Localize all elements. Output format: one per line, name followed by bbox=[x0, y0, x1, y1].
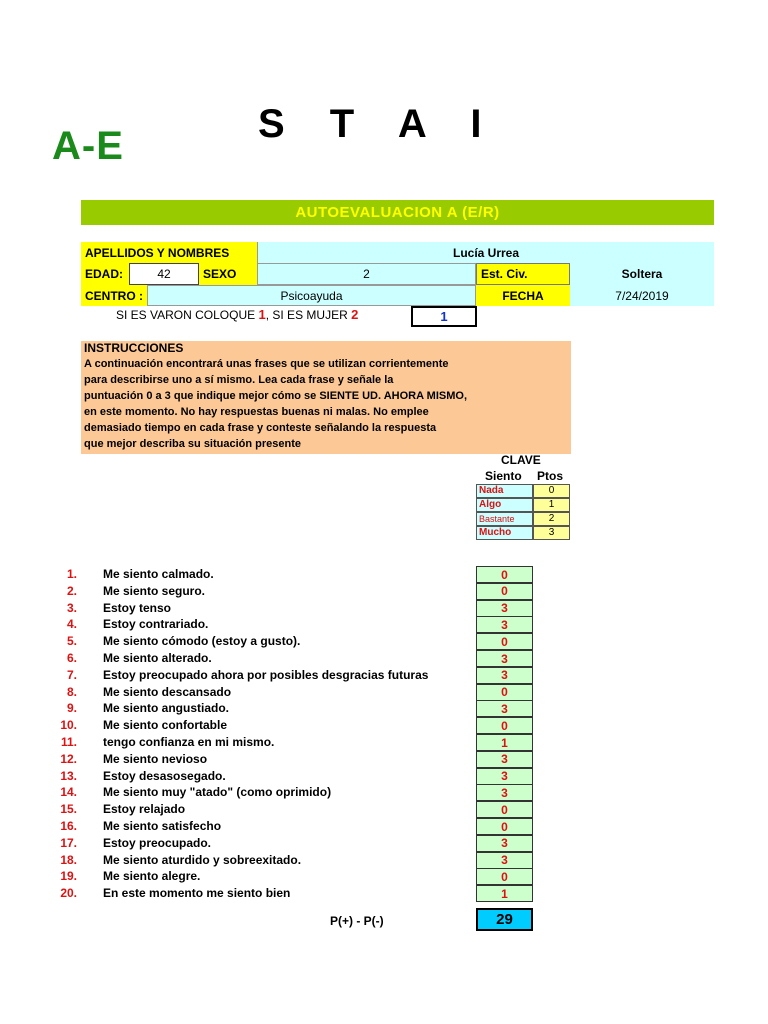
item-number: 7. bbox=[66, 667, 77, 682]
item-score-field[interactable]: 3 bbox=[476, 616, 533, 633]
item-score-field[interactable]: 3 bbox=[476, 768, 533, 785]
item-number: 5. bbox=[66, 634, 77, 649]
sexo-instruction-part2: , SI ES MUJER bbox=[265, 308, 352, 322]
clave-label-bastante: Bastante bbox=[476, 512, 533, 526]
item-text: Me siento aturdido y sobreexitado. bbox=[103, 852, 302, 867]
item-text: Estoy contrariado. bbox=[103, 617, 209, 632]
item-number: 15. bbox=[60, 802, 77, 817]
clave-label-nada: Nada bbox=[476, 484, 533, 498]
item-text: Me siento angustiado. bbox=[103, 701, 230, 716]
clave-title: CLAVE bbox=[501, 453, 541, 467]
item-number: 4. bbox=[66, 617, 77, 632]
item-score-field[interactable]: 3 bbox=[476, 600, 533, 617]
clave-pts-nada: 0 bbox=[533, 484, 570, 498]
item-text: Estoy preocupado. bbox=[103, 835, 212, 850]
item-number: 8. bbox=[66, 684, 77, 699]
item-text: Me siento seguro. bbox=[103, 583, 206, 598]
item-text: tengo confianza en mi mismo. bbox=[103, 735, 275, 749]
item-score-field[interactable]: 0 bbox=[476, 818, 533, 835]
instructions-box bbox=[81, 341, 571, 454]
instructions-line: en este momento. No hay respuestas buenas ni malas. No emplee bbox=[84, 406, 429, 418]
sexo-instruction bbox=[116, 307, 358, 322]
item-score-field[interactable]: 3 bbox=[476, 784, 533, 801]
item-text: Estoy relajado bbox=[103, 802, 186, 817]
apellidos-field[interactable]: Lucía Urrea bbox=[257, 242, 714, 263]
item-score-field[interactable]: 3 bbox=[476, 751, 533, 768]
item-score-field[interactable]: 0 bbox=[476, 717, 533, 734]
item-score-field[interactable]: 1 bbox=[476, 885, 533, 902]
total-label: P(+) - P(-) bbox=[330, 914, 384, 928]
item-score-field[interactable]: 3 bbox=[476, 650, 533, 667]
item-number: 3. bbox=[66, 600, 77, 615]
item-number: 9. bbox=[66, 701, 77, 716]
instructions-line: demasiado tiempo en cada frase y conteste señalando la respuesta bbox=[84, 422, 437, 434]
sexo-female-code: 2 bbox=[351, 307, 359, 322]
item-score-field[interactable]: 3 bbox=[476, 852, 533, 869]
instructions-title: INSTRUCCIONES bbox=[84, 341, 184, 355]
item-text: Estoy preocupado ahora por posibles desgracias futuras bbox=[103, 667, 429, 682]
apellidos-label: APELLIDOS Y NOMBRES bbox=[81, 242, 257, 263]
item-score-field[interactable]: 3 bbox=[476, 700, 533, 717]
item-number: 10. bbox=[60, 718, 77, 733]
item-score-field[interactable]: 0 bbox=[476, 633, 533, 650]
item-score-field[interactable]: 0 bbox=[476, 583, 533, 600]
instructions-line: que mejor describa su situación presente bbox=[84, 438, 302, 450]
item-number: 17. bbox=[60, 835, 77, 850]
item-score-field[interactable]: 0 bbox=[476, 801, 533, 818]
estciv-field[interactable]: Soltera bbox=[570, 263, 714, 285]
section-banner: AUTOEVALUACION A (E/R) bbox=[81, 200, 714, 225]
edad-label: EDAD: bbox=[81, 263, 129, 285]
centro-label: CENTRO : bbox=[81, 285, 147, 306]
item-text: Me siento confortable bbox=[103, 718, 228, 733]
sexo-male-code: 1 bbox=[258, 307, 266, 322]
item-score-field[interactable]: 0 bbox=[476, 566, 533, 583]
sexo-label: SEXO bbox=[199, 263, 257, 285]
estciv-label: Est. Civ. bbox=[476, 263, 570, 285]
item-score-field[interactable]: 0 bbox=[476, 868, 533, 885]
clave-label-algo: Algo bbox=[476, 498, 533, 512]
fecha-label: FECHA bbox=[476, 285, 570, 306]
item-number: 14. bbox=[60, 785, 77, 800]
item-text: Me siento alegre. bbox=[103, 869, 201, 884]
sexo-field[interactable]: 2 bbox=[257, 263, 476, 285]
instructions-line: A continuación encontrará unas frases que se utilizan corrientemente bbox=[84, 358, 449, 370]
sexo-instruction-part1: SI ES VARON COLOQUE bbox=[116, 308, 259, 322]
item-number: 2. bbox=[66, 583, 77, 598]
item-text: Estoy desasosegado. bbox=[103, 768, 226, 783]
item-number: 6. bbox=[66, 651, 77, 665]
item-score-field[interactable]: 0 bbox=[476, 684, 533, 701]
clave-col-siento: Siento bbox=[485, 469, 522, 483]
clave-col-ptos: Ptos bbox=[537, 469, 564, 483]
item-text: Me siento alterado. bbox=[103, 651, 212, 665]
item-score-field[interactable]: 1 bbox=[476, 734, 533, 751]
item-number: 20. bbox=[60, 886, 77, 901]
item-number: 19. bbox=[60, 869, 77, 884]
item-score-field[interactable]: 3 bbox=[476, 835, 533, 852]
total-score: 29 bbox=[476, 908, 533, 931]
item-text: Me siento nevioso bbox=[103, 751, 208, 766]
clave-label-mucho: Mucho bbox=[476, 526, 533, 540]
item-text: Me siento calmado. bbox=[103, 567, 214, 581]
clave-pts-mucho: 3 bbox=[533, 526, 570, 540]
item-number: 13. bbox=[60, 768, 77, 783]
form-code: A-E bbox=[52, 124, 124, 168]
edad-field[interactable]: 42 bbox=[129, 263, 199, 285]
item-text: Me siento cómodo (estoy a gusto). bbox=[103, 634, 301, 649]
item-number: 11. bbox=[60, 735, 77, 749]
item-score-field[interactable]: 3 bbox=[476, 667, 533, 684]
sexo-code-field[interactable]: 1 bbox=[411, 306, 477, 327]
item-number: 18. bbox=[60, 852, 77, 867]
item-text: Me siento muy "atado" (como oprimido) bbox=[103, 785, 332, 800]
item-text: Estoy tenso bbox=[103, 600, 172, 615]
item-number: 16. bbox=[60, 819, 77, 833]
item-number: 1. bbox=[66, 567, 77, 581]
item-text: Me siento satisfecho bbox=[103, 819, 222, 833]
clave-pts-bastante: 2 bbox=[533, 512, 570, 526]
item-number: 12. bbox=[60, 751, 77, 766]
page-title: S T A I bbox=[258, 102, 499, 146]
instructions-line: puntuación 0 a 3 que indique mejor cómo se SIENTE UD. AHORA MISMO, bbox=[84, 390, 468, 402]
fecha-field[interactable]: 7/24/2019 bbox=[570, 285, 714, 306]
item-text: Me siento descansado bbox=[103, 684, 232, 699]
instructions-line: para describirse uno a sí mismo. Lea cada frase y señale la bbox=[84, 374, 394, 386]
centro-field[interactable]: Psicoayuda bbox=[147, 285, 476, 306]
clave-pts-algo: 1 bbox=[533, 498, 570, 512]
item-text: En este momento me siento bien bbox=[103, 886, 291, 901]
